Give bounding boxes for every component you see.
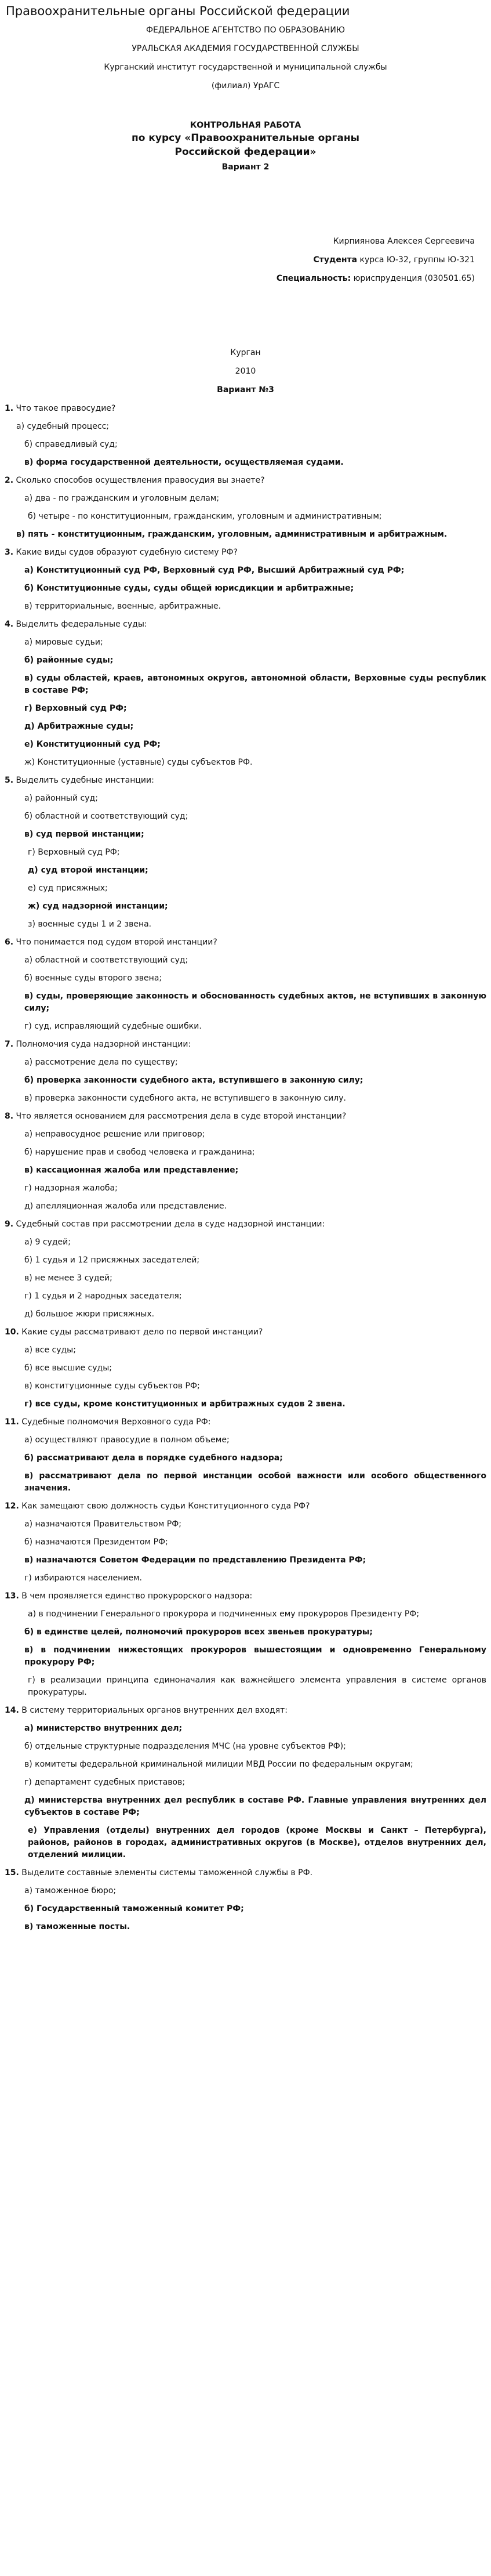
question: [5, 1867, 486, 1879]
student-line: [0, 254, 475, 266]
answer-option: а) районный суд;: [24, 794, 98, 803]
question: [5, 547, 486, 559]
answer-option: б) четыре - по конституционным, гражданским, уголовным и административным;: [28, 512, 382, 521]
answer-option-correct: в) суды, проверяющие законность и обоснованность судебных актов, не вступивших в законную силу;: [24, 992, 486, 1013]
variant-number: Вариант №3: [217, 385, 274, 395]
question: [5, 475, 486, 487]
answer-option: б) справедливый суд;: [24, 440, 118, 449]
question-number: 3.: [5, 548, 14, 557]
answer-option: ж) Конституционные (уставные) суды субъектов РФ.: [24, 758, 253, 767]
year: 2010: [235, 367, 256, 376]
variant-title: Вариант 2: [221, 162, 270, 172]
answer-option: г) департамент судебных приставов;: [24, 1778, 186, 1787]
answer-option-correct: в) форма государственной деятельности, осуществляемая судами.: [24, 458, 344, 467]
course-line-1: по курсу «Правоохранительные органы: [132, 132, 359, 144]
question-text: Что понимается под судом второй инстанции?: [13, 938, 217, 947]
answer-option: а) мировые судьи;: [24, 638, 103, 647]
question: [5, 775, 486, 787]
answer-option-correct: б) районные суды;: [24, 656, 114, 665]
question-text: Сколько способов осуществления правосудия вы знаете?: [13, 476, 265, 485]
question-text: Выделить федеральные суды:: [13, 620, 147, 629]
student-value: курса Ю-32, группы Ю-321: [357, 255, 475, 265]
question: [5, 403, 486, 415]
question-number: 11.: [5, 1417, 19, 1427]
answer-option: в) не менее 3 судей;: [24, 1273, 112, 1283]
branch-line: (филиал) УрАГС: [211, 81, 280, 91]
answer-option-correct: в) назначаются Советом Федерации по представлению Президента РФ;: [24, 1555, 366, 1565]
answer-option-correct: б) проверка законности судебного акта, вступившего в законную силу;: [24, 1076, 363, 1085]
answer-option-correct: а) Конституционный суд РФ, Верховный суд РФ, Высший Арбитражный суд РФ;: [24, 566, 405, 575]
question: [5, 936, 486, 949]
agency-line: ФЕДЕРАЛЬНОЕ АГЕНТСТВО ПО ОБРАЗОВАНИЮ: [146, 26, 345, 35]
question: [5, 1326, 486, 1338]
academy-line: УРАЛЬСКАЯ АКАДЕМИЯ ГОСУДАРСТВЕННОЙ СЛУЖБЫ: [132, 44, 359, 53]
answer-option-correct: а) министерство внутренних дел;: [24, 1724, 183, 1733]
question: [5, 1416, 486, 1428]
question: [5, 1218, 486, 1231]
question-number: 2.: [5, 476, 14, 485]
question-number: 4.: [5, 620, 14, 629]
answer-option: а) два - по гражданским и уголовным делам;: [24, 494, 220, 503]
answer-option: в) конституционные суды субъектов РФ;: [24, 1381, 200, 1391]
answer-option-correct: в) суды областей, краев, автономных округов, автономной области, Верховные суды республик в составе РФ;: [24, 674, 486, 695]
question-text: В чем проявляется единство прокурорского надзора:: [19, 1591, 253, 1601]
city-block: [0, 347, 491, 396]
answer-option: а) в подчинении Генерального прокурора и подчиненных ему прокуроров Президенту РФ;: [28, 1609, 420, 1619]
question-text: Какие суды рассматривают дело по первой инстанции?: [19, 1327, 263, 1337]
answer-option-correct: б) Государственный таможенный комитет РФ;: [24, 1904, 244, 1913]
question-number: 7.: [5, 1040, 14, 1049]
answer-option: г) надзорная жалоба;: [24, 1184, 118, 1193]
question-text: Что такое правосудие?: [13, 404, 116, 413]
question-text: Как замещают свою должность судьи Конституционного суда РФ?: [19, 1502, 310, 1511]
question-text: Судебные полномочия Верховного суда РФ:: [19, 1417, 211, 1427]
student-label: Студента: [313, 255, 358, 265]
answer-option-correct: б) в единстве целей, полномочий прокуроров всех звеньев прокуратуры;: [24, 1627, 373, 1637]
question-text: Выделите составные элементы системы таможенной службы в РФ.: [19, 1868, 313, 1877]
answer-option: а) назначаются Правительством РФ;: [24, 1519, 181, 1529]
question-text: Судебный состав при рассмотрении дела в суде надзорной инстанции:: [13, 1220, 325, 1229]
answer-option: г) в реализации принципа единоначалия как важнейшего элемента управления в системе органов прокуратуры.: [28, 1676, 486, 1697]
answer-option-correct: в) в подчинении нижестоящих прокуроров вышестоящим и одновременно Генеральному прокурору РФ;: [24, 1645, 486, 1667]
institute-line: Курганский институт государственной и муниципальной службы: [104, 63, 387, 72]
answer-option-correct: в) таможенные посты.: [24, 1922, 130, 1931]
answer-option: б) 1 судья и 12 присяжных заседателей;: [24, 1256, 200, 1265]
answer-option-correct: в) кассационная жалоба или представление;: [24, 1166, 239, 1175]
answer-option: б) нарушение прав и свобод человека и гражданина;: [24, 1148, 255, 1157]
answer-option: б) областной и соответствующий суд;: [24, 812, 188, 821]
question-number: 5.: [5, 776, 14, 785]
answer-option-correct: в) суд первой инстанции;: [24, 830, 144, 839]
answer-option: а) областной и соответствующий суд;: [24, 956, 188, 965]
question: [5, 1590, 486, 1602]
question-number: 12.: [5, 1502, 19, 1511]
specialty-line: [0, 273, 475, 284]
title-block: [0, 120, 491, 172]
answer-option: а) неправосудное решение или приговор;: [24, 1130, 205, 1139]
answer-option: б) все высшие суды;: [24, 1363, 112, 1373]
question: [5, 618, 486, 631]
question-text: Выделить судебные инстанции:: [13, 776, 154, 785]
answer-option-correct: е) Управления (отделы) внутренних дел городов (кроме Москвы и Санкт – Петербурга), районов, районов в городах, административных округов (в Москве), отделов внутренних дел, отделений милиции.: [28, 1826, 486, 1859]
question-text: Какие виды судов образуют судебную систему РФ?: [13, 548, 238, 557]
work-title: КОНТРОЛЬНАЯ РАБОТА: [190, 121, 301, 130]
answer-option-correct: д) Арбитражные суды;: [24, 722, 134, 731]
question-text: Что является основанием для рассмотрения дела в суде второй инстанции?: [13, 1112, 347, 1121]
city: Курган: [230, 348, 261, 357]
answer-option: в) территориальные, военные, арбитражные.: [24, 602, 221, 611]
doc-title: Правоохранительные органы Российской федерации: [6, 4, 350, 18]
answer-option-correct: г) Верховный суд РФ;: [24, 704, 127, 713]
answer-option: б) военные суды второго звена;: [24, 974, 162, 983]
answer-option-correct: д) суд второй инстанции;: [28, 866, 148, 875]
answer-option: а) судебный процесс;: [16, 422, 110, 431]
answer-option: б) отдельные структурные подразделения МЧС (на уровне субъектов РФ);: [24, 1742, 346, 1751]
answer-option: в) комитеты федеральной криминальной милиции МВД России по федеральным округам;: [24, 1760, 413, 1769]
answer-option: а) таможенное бюро;: [24, 1886, 117, 1895]
question-number: 8.: [5, 1112, 14, 1121]
question-number: 1.: [5, 404, 14, 413]
course-line-2: Российской федерации»: [174, 146, 317, 158]
question: [5, 1705, 486, 1717]
answer-option-correct: д) министерства внутренних дел республик в составе РФ. Главные управления внутренних дел субъектов в составе РФ;: [24, 1796, 486, 1817]
question-number: 14.: [5, 1706, 19, 1715]
answer-option: а) все суды;: [24, 1345, 76, 1355]
question-number: 15.: [5, 1868, 19, 1877]
answer-option: а) осуществляют правосудие в полном объеме;: [24, 1435, 230, 1445]
question-number: 6.: [5, 938, 14, 947]
answer-option-correct: г) все суды, кроме конституционных и арбитражных судов 2 звена.: [24, 1399, 345, 1409]
question-text: В систему территориальных органов внутренних дел входят:: [19, 1706, 288, 1715]
answer-option: з) военные суды 1 и 2 звена.: [28, 920, 152, 929]
questions-list: [0, 403, 491, 1933]
answer-option: г) Верховный суд РФ;: [28, 848, 120, 857]
header-block: [0, 24, 491, 92]
answer-option: г) суд, исправляющий судебные ошибки.: [24, 1022, 202, 1031]
answer-option: е) суд присяжных;: [28, 884, 108, 893]
answer-option: г) избираются населением.: [24, 1573, 142, 1583]
answer-option-correct: ж) суд надзорной инстанции;: [28, 902, 168, 911]
question-number: 13.: [5, 1591, 19, 1601]
question-number: 10.: [5, 1327, 19, 1337]
answer-option-correct: б) Конституционные суды, суды общей юрисдикции и арбитражные;: [24, 584, 354, 593]
question: [5, 1039, 486, 1051]
author-name: Кирпиянова Алексея Сергеевича: [333, 237, 475, 246]
answer-option: д) большое жюри присяжных.: [24, 1309, 155, 1319]
answer-option: а) рассмотрение дела по существу;: [24, 1058, 178, 1067]
question: [5, 1500, 486, 1513]
answer-option: д) апелляционная жалоба или представление.: [24, 1202, 227, 1211]
specialty-value: юриспруденция (030501.65): [351, 274, 475, 283]
specialty-label: Специальность:: [276, 274, 351, 283]
question-number: 9.: [5, 1220, 14, 1229]
author-block: [0, 236, 491, 284]
answer-option-correct: е) Конституционный суд РФ;: [24, 740, 161, 749]
question-text: Полномочия суда надзорной инстанции:: [13, 1040, 191, 1049]
answer-option-correct: в) рассматривают дела по первой инстанции особой важности или особого общественного значения.: [24, 1471, 486, 1493]
answer-option: в) проверка законности судебного акта, не вступившего в законную силу.: [24, 1094, 346, 1103]
answer-option: б) назначаются Президентом РФ;: [24, 1537, 168, 1547]
answer-option: а) 9 судей;: [24, 1238, 71, 1247]
answer-option-correct: в) пять - конституционным, гражданским, уголовным, административным и арбитражным.: [16, 530, 448, 539]
answer-option: г) 1 судья и 2 народных заседателя;: [24, 1291, 182, 1301]
answer-option-correct: б) рассматривают дела в порядке судебного надзора;: [24, 1453, 283, 1463]
question: [5, 1110, 486, 1123]
